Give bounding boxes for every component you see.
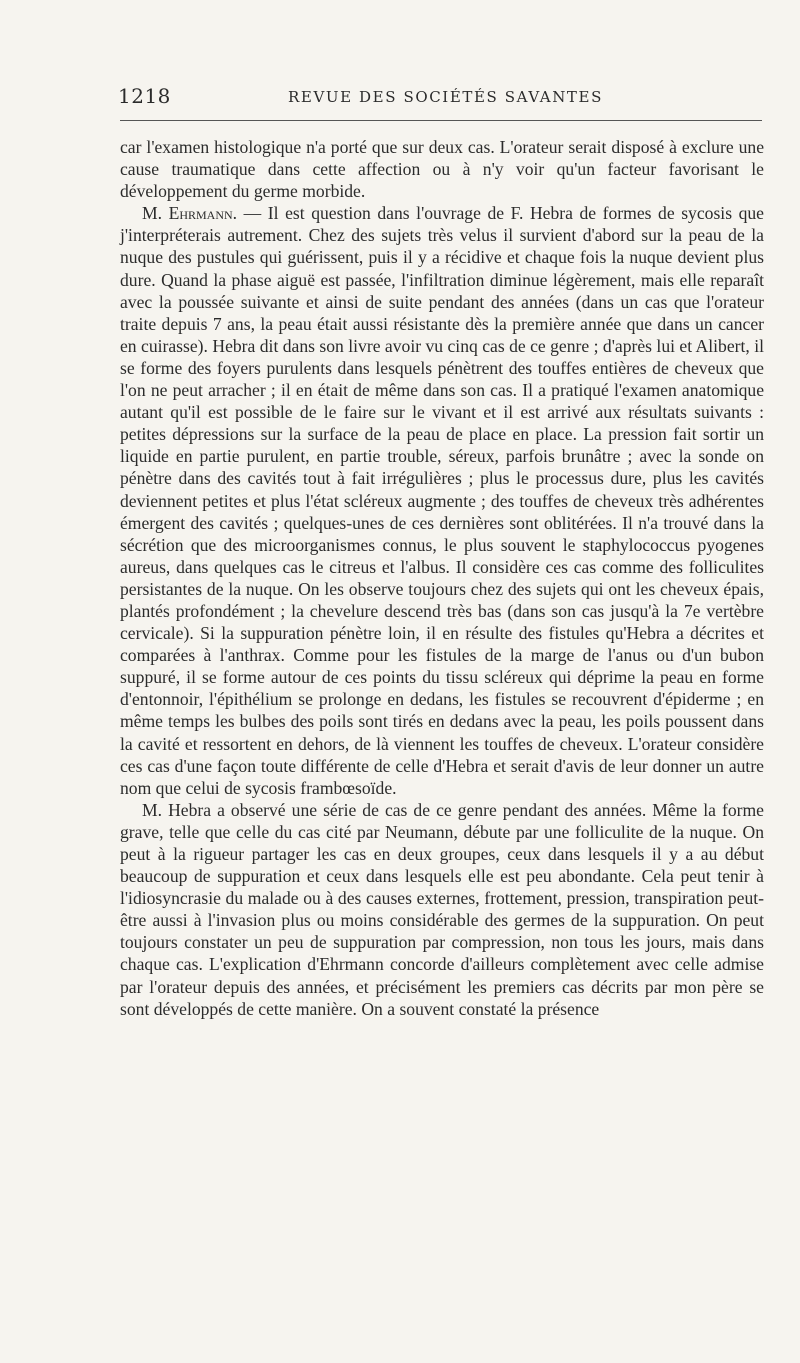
page-number: 1218 — [118, 84, 171, 108]
paragraph-continuation — [120, 136, 764, 202]
speaker-name: M. Ehrmann. — [142, 203, 238, 224]
paragraph-text: M. Hebra a observé une série de cas de ce genre pendant des années. Même la forme grave, telle que celle du cas cité par Neumann, débute par une folliculite de la nuque. On peut à la rigueur partager les cas en deux groupes, ceux dans lesquels il y a au début beaucoup de suppuration et ceux dans lesquels elle est peu abondante. Cela peut tenir à l'idiosyncrasie du malade ou à des causes externes, frottement, pression, transpiration peut-être aussi à l'invasion plus ou moins considérable des germes de la suppuration. On peut toujours constater un peu de suppuration par compression, non tous les jours, mais dans chaque cas. L'explication d'Ehrmann concorde d'ailleurs complètement avec celle admise par l'orateur depuis des années, et précisément les premiers cas décrits par mon père se sont développés de cette manière. On a souvent constaté la présence — [120, 799, 764, 1019]
paragraph-text: — Il est question dans l'ouvrage de F. Hebra de formes de sycosis que j'interpréterais autrement. Chez des sujets très velus il survient d'abord sur la peau de la nuque des pustules qui guérissent, puis il y a récidive et chaque fois la nuque devient plus dure. Quand la phase aiguë est passée, l'infiltration diminue légèrement, mais elle reparaît avec la poussée suivante et ainsi de suite pendant des années (dans un cas que l'orateur traite depuis 7 ans, la peau était aussi résistante dès la première année que dans un cancer en cuirasse). Hebra dit dans son livre avoir vu cinq cas de ce genre ; d'après lui et Alibert, il se forme des foyers purulents dans lesquels pénètrent des touffes entières de cheveux que l'on ne peut arracher ; il en était de même dans son cas. Il a pratiqué l'examen anatomique autant qu'il est possible de le faire sur le vivant et il est arrivé aux résultats suivants : petites dépressions sur la surface de la peau de place en place. La pression fait sortir un liquide en partie purulent, en partie trouble, séreux, parfois brunâtre ; avec la sonde on pénètre dans des cavités tout à fait irrégulières ; plus le processus dure, plus les cavités deviennent petites et plus l'état scléreux augmente ; des touffes de cheveux très adhérentes émergent des cavités ; quelques-unes de ces dernières sont oblitérées. Il n'a trouvé dans la sécrétion que des microorganismes connus, le plus souvent le staphylococcus pyogenes aureus, dans quelques cas le citreus et l'albus. Il considère ces cas comme des folliculites persistantes de la nuque. On les observe toujours chez des sujets qui ont les cheveux épais, plantés profondément ; la chevelure descend très bas (dans son cas jusqu'à la 7e vertèbre cervicale). Si la suppuration pénètre loin, il en résulte des fistules qu'Hebra a décrites et comparées à l'anthrax. Comme pour les fistules de la marge de l'anus ou d'un bubon suppuré, il se forme autour de ces points du tissu scléreux qui déprime la peau en forme d'entonnoir, l'épithélium se prolonge en dedans, les fistules se recouvrent d'épiderme ; en même temps les bulbes des poils sont tirés en dedans avec la peau, les poils poussent dans la cavité et ressortent en dehors, de là viennent les touffes de cheveux. L'orateur considère ces cas d'une façon toute différente de celle d'Hebra et serait d'avis de leur donner un autre nom que celui de sycosis frambœsoïde. — [120, 203, 764, 798]
paragraph-text: car l'examen histologique n'a porté que sur deux cas. L'orateur serait disposé à exclure une cause traumatique dans cette affection ou à n'y voir qu'un facteur favorisant le développement du germe morbide. — [120, 137, 764, 202]
paragraph-hebra — [120, 799, 764, 1020]
header-rule — [120, 120, 762, 121]
article-body — [120, 136, 764, 1020]
paragraph-ehrmann — [120, 202, 764, 799]
page-header — [118, 84, 763, 110]
running-title: REVUE DES SOCIÉTÉS SAVANTES — [288, 88, 603, 106]
